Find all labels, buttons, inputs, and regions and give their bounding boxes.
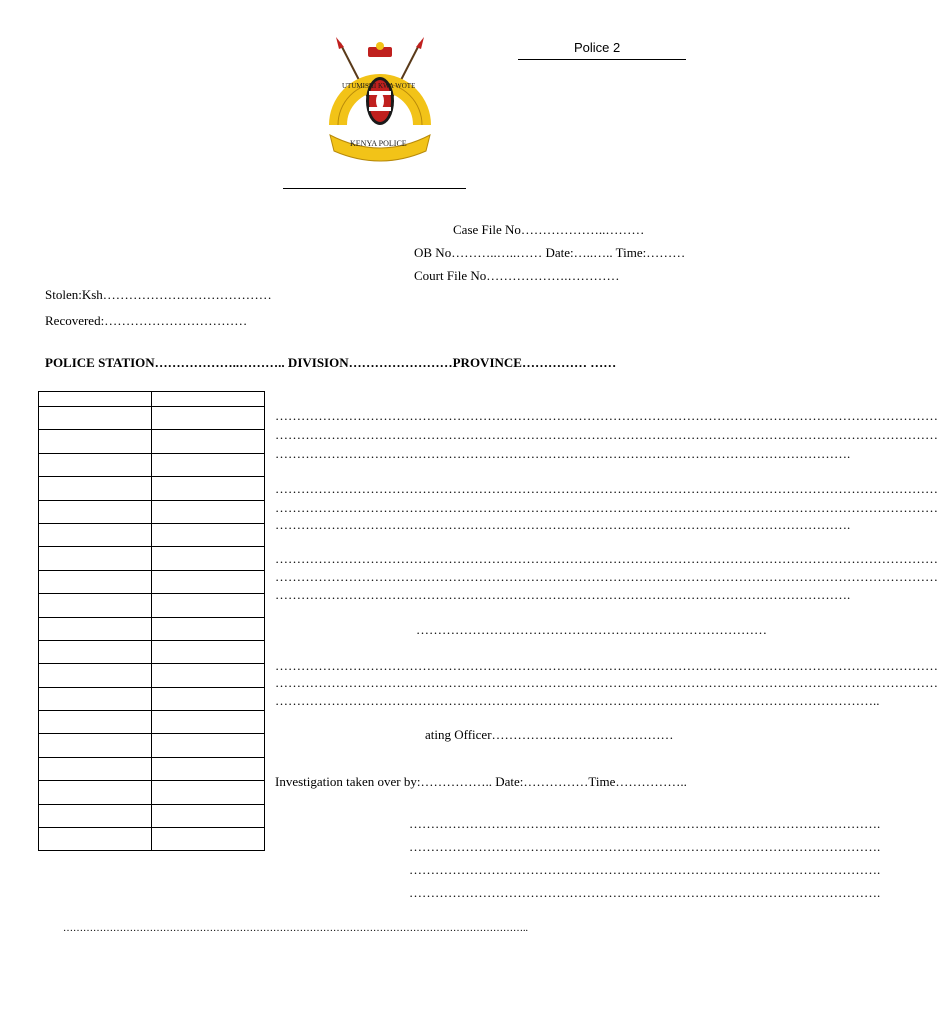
dotted-line: ……………………………………………………………………………………………………………………………………… bbox=[275, 569, 938, 584]
grid-cell bbox=[152, 407, 265, 430]
station-division-province: POLICE STATION………………..……….. DIVISION……………………PROVINCE…………… …… bbox=[45, 355, 617, 370]
stolen-ksh: Stolen:Ksh………………………………… bbox=[45, 287, 272, 302]
dotted-line: ……………………………………………………………………………………………………………………………………… bbox=[275, 658, 938, 673]
dotted-line: ……………………………………………………………………………………………………………………………………… bbox=[275, 551, 938, 566]
grid-cell bbox=[39, 594, 152, 617]
grid-cell bbox=[39, 407, 152, 430]
grid-row bbox=[39, 570, 265, 593]
grid-row bbox=[39, 711, 265, 734]
dotted-line-centered: ……………………………………………………………………… bbox=[416, 622, 767, 637]
grid-row bbox=[39, 392, 265, 407]
grid-row bbox=[39, 594, 265, 617]
grid-cell bbox=[39, 640, 152, 663]
grid-cell bbox=[39, 453, 152, 476]
grid-cell bbox=[152, 547, 265, 570]
grid-row bbox=[39, 828, 265, 851]
dotted-line: ……………………………………………………………………………………………………………………. bbox=[275, 587, 851, 602]
grid-cell bbox=[152, 687, 265, 710]
grid-cell bbox=[152, 500, 265, 523]
dotted-line: ……………………………………………………………………………………………………………………………………… bbox=[275, 500, 938, 515]
form-code-underline bbox=[518, 59, 686, 60]
property-grid bbox=[38, 391, 265, 851]
grid-cell bbox=[39, 500, 152, 523]
grid-row bbox=[39, 781, 265, 804]
dotted-line: ………………………………………………………………………………………………………………………….. bbox=[275, 693, 880, 708]
grid-cell bbox=[39, 430, 152, 453]
title-underline bbox=[283, 188, 466, 189]
officer-line: ating Officer…………………………………… bbox=[425, 727, 674, 742]
grid-cell bbox=[152, 617, 265, 640]
dotted-line-sign: ………………………………………………………………………………………………. bbox=[409, 885, 881, 900]
grid-row bbox=[39, 664, 265, 687]
grid-row bbox=[39, 804, 265, 827]
grid-row bbox=[39, 687, 265, 710]
grid-cell bbox=[39, 711, 152, 734]
grid-row bbox=[39, 617, 265, 640]
grid-row bbox=[39, 640, 265, 663]
dotted-line-bottom-left: ………………………………………………………………………………………………………………………….. bbox=[63, 923, 528, 934]
grid-cell bbox=[39, 547, 152, 570]
grid-cell bbox=[39, 617, 152, 640]
grid-cell bbox=[39, 392, 152, 407]
grid-row bbox=[39, 453, 265, 476]
grid-row bbox=[39, 734, 265, 757]
grid-row bbox=[39, 407, 265, 430]
grid-cell bbox=[39, 687, 152, 710]
grid-row bbox=[39, 523, 265, 546]
dotted-line-sign: ………………………………………………………………………………………………. bbox=[409, 839, 881, 854]
grid-cell bbox=[152, 664, 265, 687]
grid-cell bbox=[152, 523, 265, 546]
logo-arc-text: UTUMISHI KWA WOTE bbox=[342, 82, 416, 90]
grid-cell bbox=[39, 664, 152, 687]
dotted-line: ……………………………………………………………………………………………………………………. bbox=[275, 517, 851, 532]
dotted-line: ……………………………………………………………………………………………………………………. bbox=[275, 446, 851, 461]
grid-cell bbox=[39, 523, 152, 546]
dotted-line: ……………………………………………………………………………………………………………………………………… bbox=[275, 427, 938, 442]
grid-cell bbox=[152, 392, 265, 407]
grid-cell bbox=[39, 477, 152, 500]
grid-row bbox=[39, 430, 265, 453]
ob-date-time: OB No………..…..…… Date:…..….. Time:……… bbox=[414, 245, 686, 260]
dotted-line-sign: ………………………………………………………………………………………………. bbox=[409, 816, 881, 831]
form-code: Police 2 bbox=[574, 40, 621, 55]
case-file-no: Case File No………………..……… bbox=[453, 222, 645, 237]
grid-row bbox=[39, 477, 265, 500]
grid-cell bbox=[39, 804, 152, 827]
grid-cell bbox=[39, 570, 152, 593]
dotted-line: ……………………………………………………………………………………………………………………………………… bbox=[275, 675, 938, 690]
grid-cell bbox=[39, 781, 152, 804]
grid-cell bbox=[39, 757, 152, 780]
grid-cell bbox=[152, 734, 265, 757]
dotted-line-sign: ………………………………………………………………………………………………. bbox=[409, 862, 881, 877]
grid-row bbox=[39, 757, 265, 780]
grid-cell bbox=[152, 781, 265, 804]
logo-banner-text: KENYA POLICE bbox=[350, 139, 407, 148]
grid-row bbox=[39, 547, 265, 570]
grid-cell bbox=[152, 711, 265, 734]
grid-cell bbox=[39, 734, 152, 757]
dotted-line: ……………………………………………………………………………………………………………………………………… bbox=[275, 481, 938, 496]
dotted-line: ……………………………………………………………………………………………………………………………………… bbox=[275, 408, 938, 423]
grid-cell bbox=[152, 640, 265, 663]
grid-cell bbox=[152, 453, 265, 476]
grid-cell bbox=[152, 828, 265, 851]
grid-cell bbox=[152, 757, 265, 780]
grid-cell bbox=[152, 477, 265, 500]
grid-cell bbox=[152, 804, 265, 827]
grid-cell bbox=[152, 430, 265, 453]
grid-cell bbox=[152, 594, 265, 617]
court-file-no: Court File No……………….………… bbox=[414, 268, 620, 283]
investigation-taken-over: Investigation taken over by:…………….. Date:……………Time…………….. bbox=[275, 774, 687, 789]
grid-cell bbox=[152, 570, 265, 593]
recovered: Recovered:…………………………… bbox=[45, 313, 248, 328]
grid-row bbox=[39, 500, 265, 523]
grid-cell bbox=[39, 828, 152, 851]
